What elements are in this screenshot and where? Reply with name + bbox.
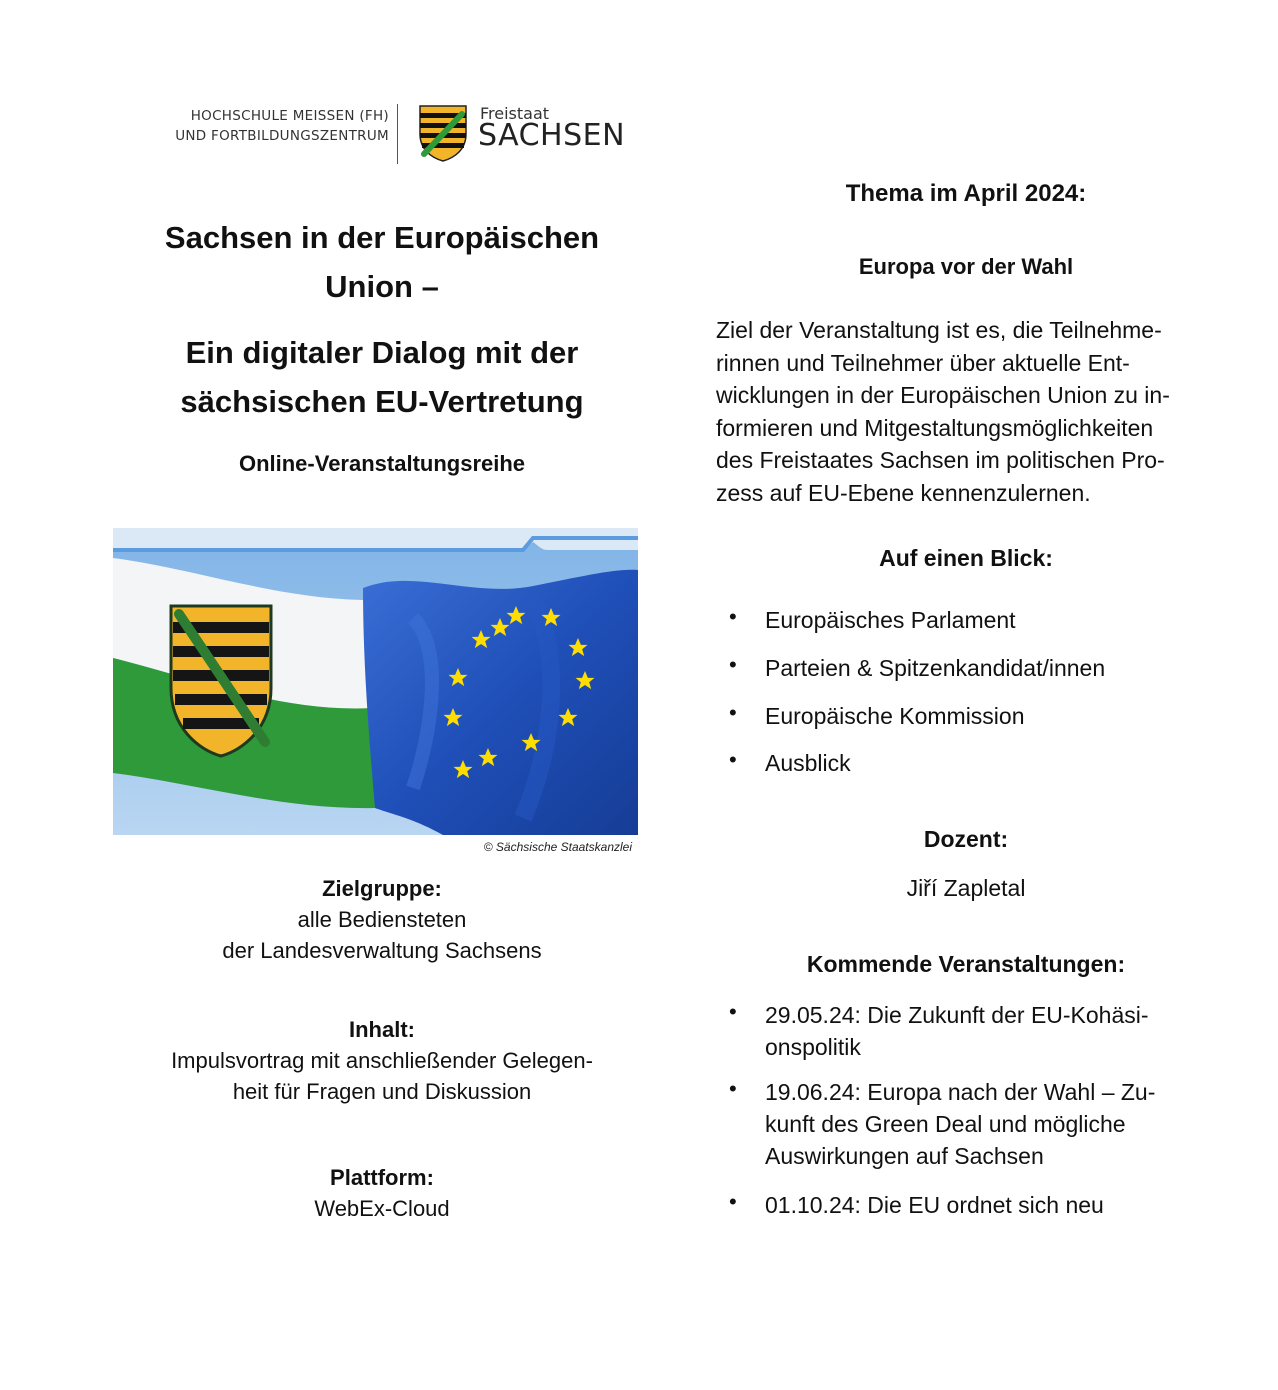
list-item [716, 604, 1216, 652]
saxony-coat-of-arms-icon [418, 104, 468, 162]
lecturer-name: Jiří Zapletal [906, 875, 1026, 901]
intro-line: des Freistaates Sachsen im politischen Pro- [716, 447, 1165, 473]
list-item [716, 1076, 1216, 1189]
bullet-icon: • [729, 747, 737, 772]
list-item [716, 700, 1216, 747]
institution-name [144, 106, 389, 146]
institution-line-2: UND FORTBILDUNGSZENTRUM [175, 128, 389, 144]
upcoming-heading: Kommende Veranstaltungen: [806, 951, 1126, 977]
list-item [716, 652, 1216, 700]
lecturer-label: Dozent: [923, 826, 1009, 852]
saxony-flag-arms-icon [171, 606, 271, 756]
image-credit: © Sächsische Staatskanzlei [483, 840, 632, 854]
overview-item: Europäische Kommission [765, 703, 1025, 729]
topic-title: Europa vor der Wahl [858, 254, 1074, 279]
bullet-icon: • [729, 999, 737, 1024]
title-line-2: Union – [325, 269, 439, 304]
flags-illustration [113, 528, 638, 835]
state-label-large: SACHSEN [478, 118, 626, 153]
list-item [716, 1189, 1216, 1229]
target-group-label: Zielgruppe: [322, 876, 442, 901]
list-item [716, 747, 1216, 794]
intro-line: zess auf EU-Ebene kennenzulernen. [716, 479, 1091, 506]
platform-block [112, 1162, 652, 1224]
bullet-icon: • [729, 700, 737, 725]
target-group-line-2: der Landesverwaltung Sachsens [222, 938, 542, 963]
upcoming-line: onspolitik [765, 1034, 861, 1060]
intro-line: Ziel der Veranstaltung ist es, die Teilnehme- [716, 317, 1162, 343]
intro-line: wicklungen in der Europäischen Union zu in- [716, 382, 1170, 408]
series-label: Online-Veranstaltungsreihe [238, 451, 526, 476]
platform-value: WebEx-Cloud [314, 1196, 450, 1221]
content-line-1: Impulsvortrag mit anschließender Gelegen- [171, 1048, 593, 1073]
page-subtitle [112, 328, 652, 426]
logo-divider [397, 104, 398, 164]
intro-paragraph [716, 314, 1216, 509]
flags-photo [113, 528, 638, 835]
upcoming-line: 01.10.24: Die EU ordnet sich neu [765, 1192, 1104, 1218]
target-group-block [112, 873, 652, 966]
overview-item: Europäisches Parlament [765, 607, 1016, 633]
upcoming-list [716, 999, 1216, 1229]
list-item [716, 999, 1216, 1076]
content-block [112, 1014, 652, 1107]
state-label-small: Freistaat [480, 104, 550, 123]
overview-list [716, 604, 1216, 794]
content-line-2: heit für Fragen und Diskussion [232, 1079, 532, 1104]
upcoming-line: 19.06.24: Europa nach der Wahl – Zu- [765, 1079, 1156, 1105]
intro-line: rinnen und Teilnehmer über aktuelle Ent- [716, 349, 1130, 376]
upcoming-line: Auswirkungen auf Sachsen [765, 1143, 1044, 1169]
page-title [112, 213, 652, 311]
target-group-line-1: alle Bediensteten [297, 907, 467, 932]
subtitle-line-1: Ein digitaler Dialog mit der [185, 335, 579, 370]
overview-heading: Auf einen Blick: [879, 545, 1053, 571]
bullet-icon: • [729, 1076, 737, 1101]
bullet-icon: • [729, 1189, 737, 1214]
platform-label: Plattform: [330, 1165, 434, 1190]
topic-heading: Thema im April 2024: [845, 180, 1087, 207]
upcoming-line: kunft des Green Deal und mögliche [765, 1111, 1126, 1137]
subtitle-line-2: sächsischen EU-Vertretung [180, 384, 584, 419]
overview-item: Ausblick [765, 750, 851, 776]
title-line-1: Sachsen in der Europäischen [164, 220, 600, 255]
overview-item: Parteien & Spitzenkandidat/innen [765, 655, 1106, 681]
institution-line-1: HOCHSCHULE MEISSEN (FH) [190, 108, 389, 124]
content-label: Inhalt: [349, 1017, 415, 1042]
bullet-icon: • [729, 652, 737, 677]
intro-line: formieren und Mitgestaltungsmöglichkeiten [716, 414, 1154, 441]
bullet-icon: • [729, 604, 737, 629]
upcoming-line: 29.05.24: Die Zukunft der EU-Kohäsi- [765, 1002, 1149, 1028]
